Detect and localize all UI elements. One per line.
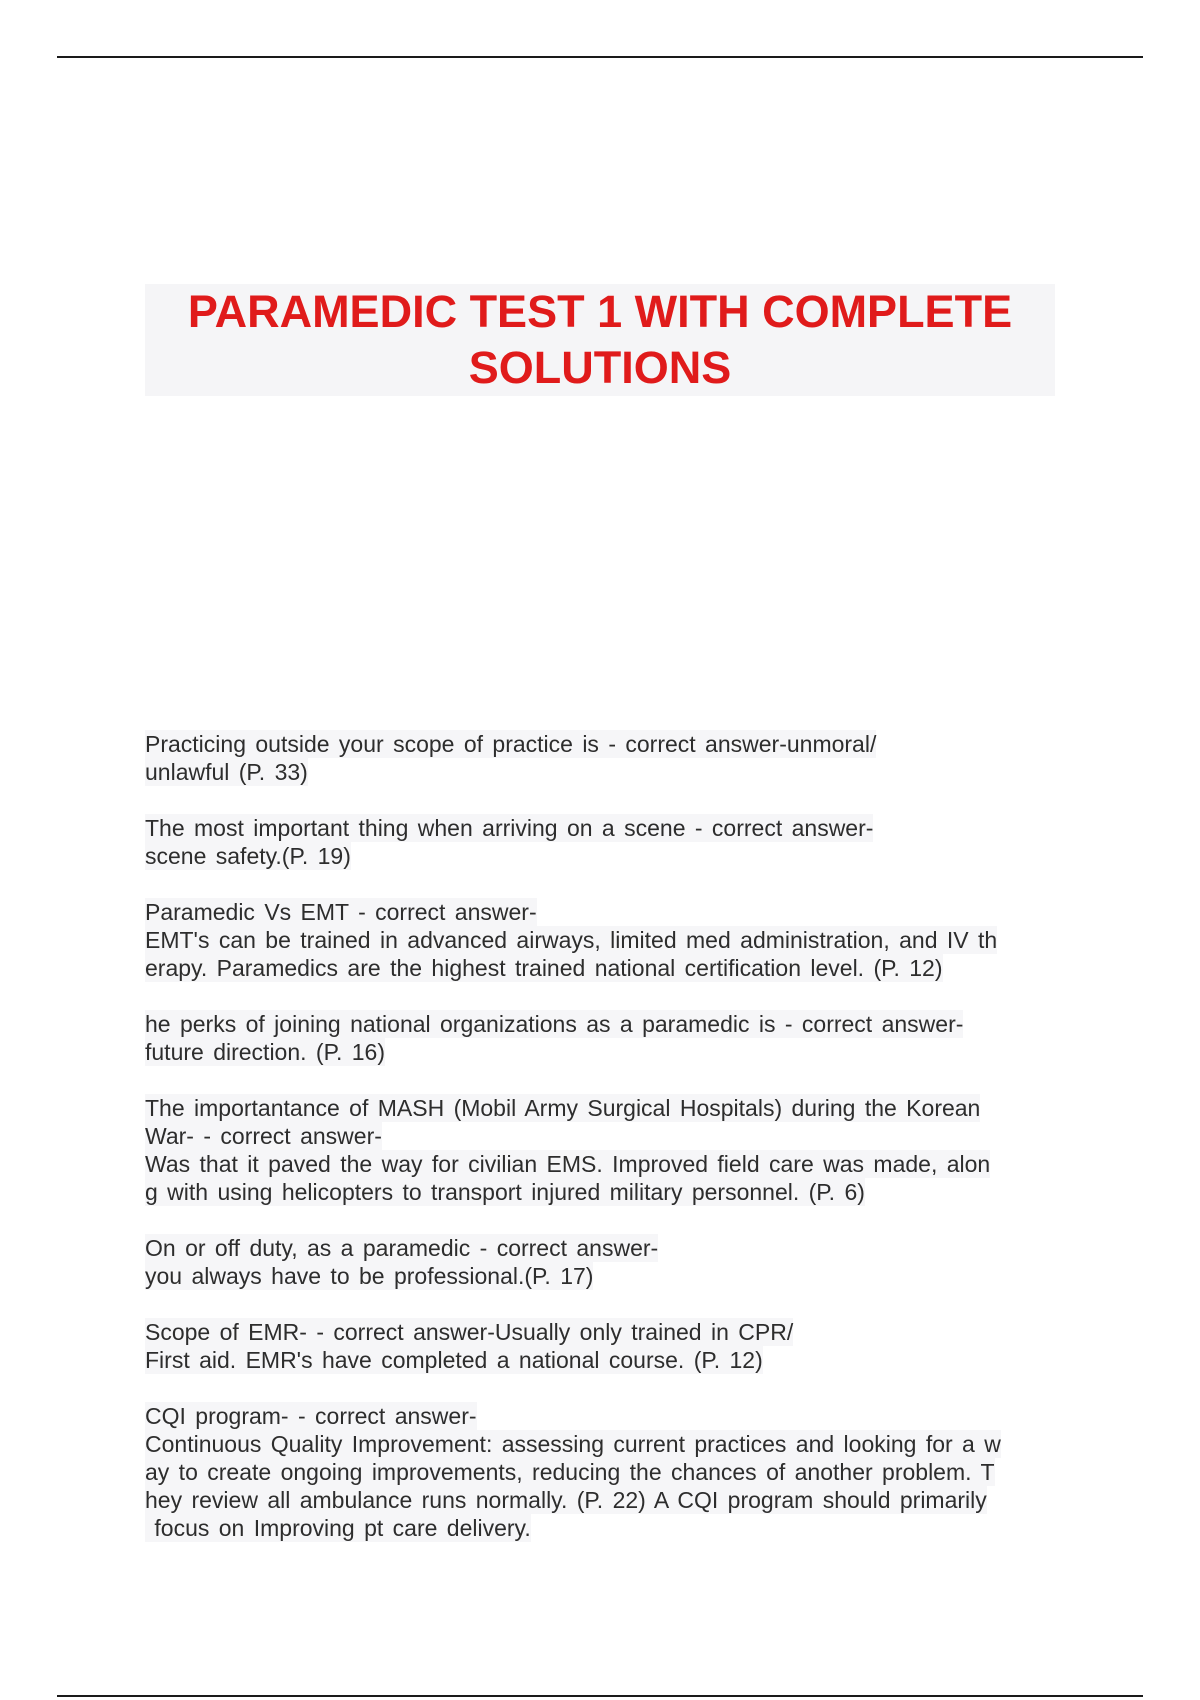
qa-line: future direction. (P. 16) — [145, 1039, 385, 1065]
qa-line: The importantance of MASH (Mobil Army Surgical Hospitals) during the Korean — [145, 1095, 981, 1121]
document-title — [145, 284, 1055, 396]
qa-line: Was that it paved the way for civilian EMS. Improved field care was made, alon — [145, 1151, 991, 1177]
qa-line: erapy. Paramedics are the highest trained national certification level. (P. 12) — [145, 955, 943, 981]
title-line-2: SOLUTIONS — [468, 342, 732, 393]
qa-entry — [145, 1094, 1055, 1206]
qa-entry — [145, 1234, 1055, 1290]
qa-line: Continuous Quality Improvement: assessing current practices and looking for a w — [145, 1431, 1001, 1457]
qa-line: scene safety.(P. 19) — [145, 843, 351, 869]
title-line-1: PARAMEDIC TEST 1 WITH COMPLETE — [187, 286, 1013, 337]
qa-line: First aid. EMR's have completed a national course. (P. 12) — [145, 1347, 763, 1373]
qa-line: g with using helicopters to transport injured military personnel. (P. 6) — [145, 1179, 865, 1205]
qa-line: On or off duty, as a paramedic - correct answer- — [145, 1235, 659, 1261]
qa-line: Scope of EMR- - correct answer-Usually only trained in CPR/ — [145, 1319, 794, 1345]
top-rule — [57, 56, 1143, 58]
qa-line: ay to create ongoing improvements, reducing the chances of another problem. T — [145, 1459, 995, 1485]
qa-list — [145, 730, 1055, 1570]
bottom-rule — [57, 1695, 1143, 1697]
qa-entry — [145, 730, 1055, 786]
qa-line: EMT's can be trained in advanced airways, limited med administration, and IV th — [145, 927, 998, 953]
qa-line: Practicing outside your scope of practice is - correct answer-unmoral/ — [145, 731, 877, 757]
qa-line: War- - correct answer- — [145, 1123, 382, 1149]
qa-line: hey review all ambulance runs normally. (P. 22) A CQI program should primarily — [145, 1487, 987, 1513]
qa-entry — [145, 1318, 1055, 1374]
qa-entry — [145, 1402, 1055, 1542]
qa-line: unlawful (P. 33) — [145, 759, 308, 785]
qa-line: CQI program- - correct answer- — [145, 1403, 477, 1429]
qa-entry — [145, 1010, 1055, 1066]
qa-entry — [145, 898, 1055, 982]
qa-line: focus on Improving pt care delivery. — [145, 1515, 531, 1541]
qa-line: The most important thing when arriving on a scene - correct answer- — [145, 815, 874, 841]
qa-entry — [145, 814, 1055, 870]
qa-line: Paramedic Vs EMT - correct answer- — [145, 899, 537, 925]
qa-line: you always have to be professional.(P. 17) — [145, 1263, 594, 1289]
qa-line: he perks of joining national organizations as a paramedic is - correct answer- — [145, 1011, 964, 1037]
